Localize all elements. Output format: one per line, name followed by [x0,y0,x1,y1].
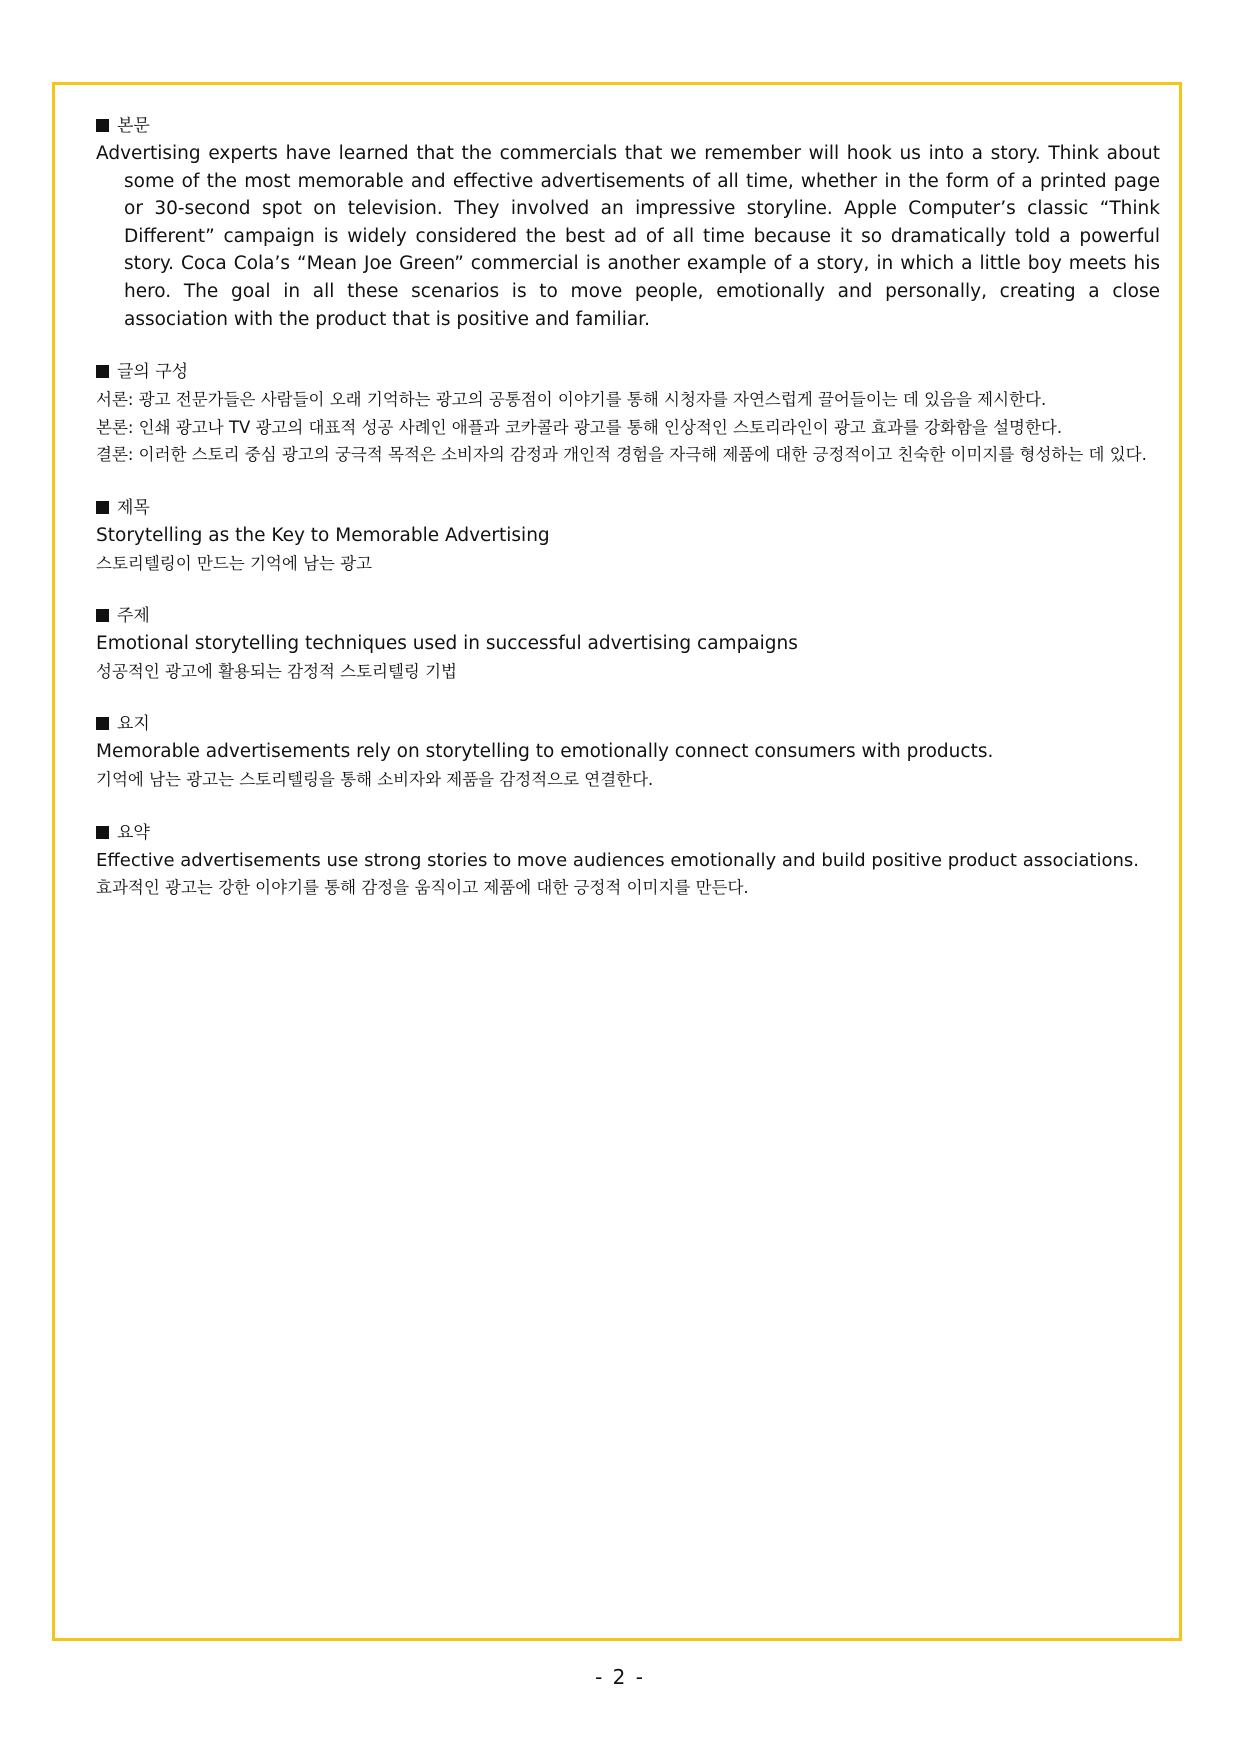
square-bullet-icon [96,501,109,514]
summary-en: Effective advertisements use strong stories to move audiences emotionally and build positive product associations. [96,849,1139,871]
section-heading [96,495,1160,522]
section-theme [96,603,1160,685]
heading-label: 글의 구성 [117,362,189,383]
gist-en: Memorable advertisements rely on storytelling to emotionally connect consumers with products. [96,741,994,763]
square-bullet-icon [96,609,109,622]
section-structure [96,359,1160,469]
structure-conclusion: 결론: 이러한 스토리 중심 광고의 궁극적 목적은 소비자의 감정과 개인적 경험을 자극해 제품에 대한 긍정적이고 친숙한 이미지를 형성하는 데 있다. [96,445,1147,465]
title-ko: 스토리텔링이 만드는 기억에 남는 광고 [96,553,373,573]
page-content [96,113,1160,928]
heading-label: 요지 [117,714,150,735]
heading-label: 요약 [117,822,150,843]
title-en: Storytelling as the Key to Memorable Advertising [96,524,550,546]
structure-main: 본론: 인쇄 광고나 TV 광고의 대표적 성공 사례인 애플과 코카콜라 광고를 통해 인상적인 스토리라인이 광고 효과를 강화함을 설명한다. [96,417,1063,437]
theme-ko: 성공적인 광고에 활용되는 감정적 스토리텔링 기법 [96,661,457,681]
section-summary [96,820,1160,902]
body-paragraph: Advertising experts have learned that the commercials that we remember will hook us into a story. Think about some of the most memorable and effective advertisements of all time, whether in the form of a printed page or 30-second spot on television. They involved an impressive storyline. Apple Computer’s classic “Think Different” campaign is widely considered the best ad of all time because it so dramatically told a powerful story. Coca Cola’s “Mean Joe Green” commercial is another example of a story, in which a little boy meets his hero. The goal in all these scenarios is to move people, emotionally and personally, creating a close association with the product that is positive and familiar. [96,143,1160,330]
section-heading [96,359,1160,386]
square-bullet-icon [96,365,109,378]
section-body [96,113,1160,333]
section-gist [96,711,1160,793]
summary-ko: 효과적인 광고는 강한 이야기를 통해 감정을 움직이고 제품에 대한 긍정적 이미지를 만든다. [96,878,749,898]
section-heading [96,711,1160,738]
section-heading [96,603,1160,630]
page-frame [52,82,1182,1641]
section-heading [96,820,1160,847]
section-heading [96,113,1160,140]
structure-intro: 서론: 광고 전문가들은 사람들이 오래 기억하는 광고의 공통점이 이야기를 통해 시청자를 자연스럽게 끌어들이는 데 있음을 제시한다. [96,390,1047,410]
square-bullet-icon [96,826,109,839]
heading-label: 제목 [117,497,150,518]
section-title [96,495,1160,577]
heading-label: 주제 [117,606,150,627]
square-bullet-icon [96,717,109,730]
theme-en: Emotional storytelling techniques used in successful advertising campaigns [96,633,798,655]
gist-ko: 기억에 남는 광고는 스토리텔링을 통해 소비자와 제품을 감정적으로 연결한다. [96,769,654,789]
square-bullet-icon [96,119,109,132]
page-number: - 2 - [595,1665,645,1689]
heading-label: 본문 [117,116,150,136]
